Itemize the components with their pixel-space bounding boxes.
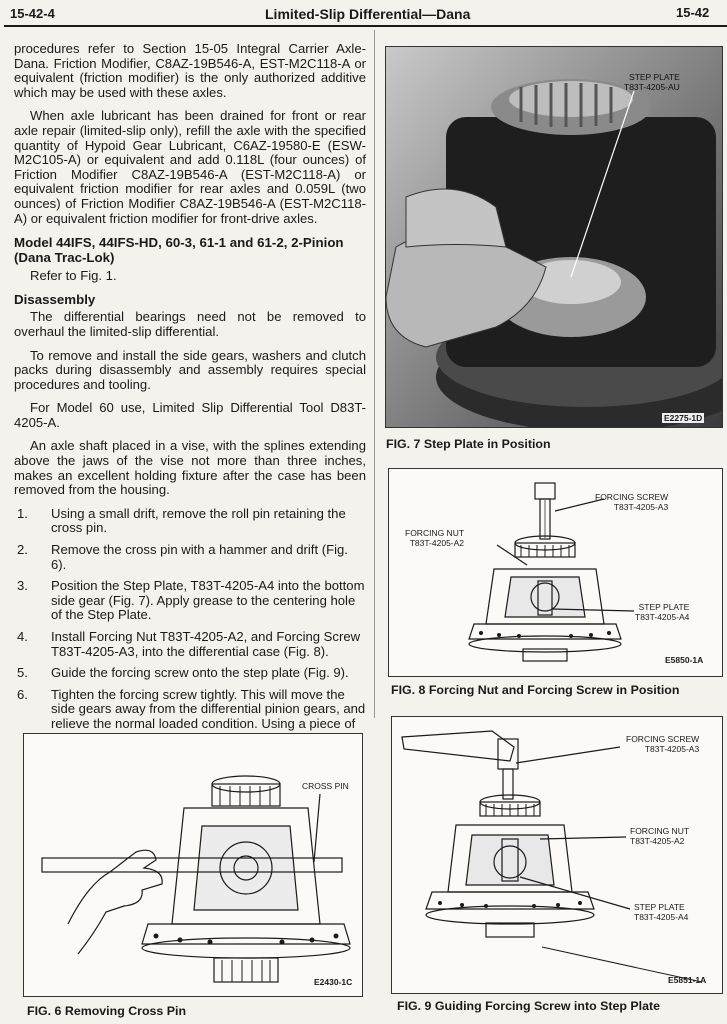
step-number: 2.	[17, 542, 28, 558]
step-item	[14, 543, 366, 572]
step-number: 4.	[17, 629, 28, 644]
column-divider	[374, 30, 375, 718]
step-text: Install Forcing Nut T83T-4205-A2, and Forcing Screw T83T-4205-A3, into the differential case (Fig. 8).	[51, 629, 361, 659]
fig9-label-step-plate	[634, 903, 688, 922]
fig8-label-forcing-nut	[405, 529, 464, 548]
fig9-forcing-nut-text: FORCING NUT	[630, 826, 690, 836]
paragraph-friction-modifier: procedures refer to Section 15-05 Integral Carrier Axle-Dana. Friction Modifier, C8AZ-19B546-A, EST-M2C118-A or equivalent (friction modifier) is the only authorized additive which may be used with these axles.	[14, 41, 366, 100]
fig8-forcing-nut-part-number: T83T-4205-A2	[409, 537, 465, 548]
step-item	[14, 630, 366, 659]
fig8-caption: FIG. 8 Forcing Nut and Forcing Screw in Position	[391, 683, 680, 697]
fig8-forcing-nut-text: FORCING NUT	[405, 528, 465, 538]
step-text: Remove the cross pin with a hammer and drift (Fig. 6).	[51, 542, 348, 572]
step-item	[14, 666, 366, 681]
fig9-illustration	[392, 717, 722, 993]
step-list	[14, 507, 366, 746]
text-column	[14, 42, 366, 753]
step-item	[14, 579, 366, 623]
fig7-label-step-plate	[624, 73, 680, 92]
fig9-label-forcing-screw	[626, 735, 699, 754]
page-title: Limited-Slip Differential—Dana	[265, 6, 471, 22]
fig8-forcing-screw-part-number: T83T-4205-A3	[613, 501, 669, 512]
step-text: Tighten the forcing screw tightly. This will move the side gears away from the differential pinion gears, and relieve the normal loaded condition. Using a piece of	[51, 686, 366, 731]
fig7-caption: FIG. 7 Step Plate in Position	[386, 437, 551, 451]
fig9-forcing-nut-part-number: T83T-4205-A2	[630, 835, 685, 846]
fig8-forcing-screw-text: FORCING SCREW	[595, 492, 669, 502]
fig6-caption: FIG. 6 Removing Cross Pin	[27, 1004, 187, 1018]
step-text: Using a small drift, remove the roll pin retaining the cross pin.	[51, 505, 346, 536]
page-header	[0, 0, 727, 28]
step-number: 6.	[17, 686, 28, 702]
fig7-photo	[385, 46, 723, 428]
fig8-illustration	[389, 469, 722, 676]
step-number: 1.	[17, 505, 28, 521]
fig8-code: E5850-1A	[665, 655, 704, 665]
fig7-label-text: STEP PLATE	[629, 72, 680, 82]
fig8-step-plate-text: STEP PLATE	[638, 602, 690, 612]
model-heading: Model 44IFS, 44IFS-HD, 60-3, 61-1 and 61-2, 2-Pinion (Dana Trac-Lok)	[14, 235, 344, 266]
paragraph-refill: When axle lubricant has been drained for front or rear axle repair (limited-slip only), refill the axle with the specified quantity of Hypoid Gear Lubricant, C6AZ-19580-E (ESW-M2C105-A) or equivalent and add 0.118L (four ounces) of Friction Modifier C8AZ-19B546-A (EST-M2C118-A) or equivalent friction modifier for rear axles and 0.059L (two ounces) of Friction Modifier C8AZ-19B546-A (EST-M2C118-A) or equivalent friction modifier for front-drive axles.	[14, 108, 366, 226]
refer-text: Refer to Fig. 1.	[30, 268, 117, 284]
fig9-forcing-screw-text: FORCING SCREW	[626, 734, 700, 744]
fig6-label-cross-pin: CROSS PIN	[302, 781, 349, 791]
paragraph-model-60-tool: For Model 60 use, Limited Slip Differential Tool D83T-4205-A.	[14, 400, 366, 430]
fig7-label-part-number: T83T-4205-AU	[624, 81, 680, 92]
step-text: Position the Step Plate, T83T-4205-A4 into the bottom side gear (Fig. 7). Apply grease to the centering hole of the Step Plate.	[51, 578, 365, 623]
step-item	[14, 507, 366, 536]
step-number: 3.	[17, 578, 28, 594]
fig9-step-plate-text: STEP PLATE	[634, 902, 685, 912]
disassembly-heading: Disassembly	[14, 291, 96, 307]
fig9-step-plate-part-number: T83T-4205-A4	[634, 911, 689, 922]
fig8-label-step-plate	[635, 603, 689, 622]
fig9-label-forcing-nut	[630, 827, 689, 846]
fig9-caption: FIG. 9 Guiding Forcing Screw into Step Plate	[397, 999, 660, 1013]
paragraph-bearings: The differential bearings need not be removed to overhaul the limited-slip differential.	[14, 309, 366, 339]
fig9-forcing-screw-part-number: T83T-4205-A3	[644, 743, 700, 754]
paragraph-holding-fixture: An axle shaft placed in a vise, with the splines extending above the jaws of the vise not more than three inches, makes an excellent holding fixture after the case has been removed from the housing.	[14, 438, 366, 498]
header-rule	[4, 25, 727, 27]
fig9-code: E5851-1A	[668, 975, 707, 985]
fig7-illustration	[386, 47, 722, 427]
fig6-code: E2430-1C	[314, 977, 353, 987]
page-number-right: 15-42	[676, 5, 710, 20]
fig7-code: E2275-1D	[664, 413, 703, 423]
fig8-step-plate-part-number: T83T-4205-A4	[635, 611, 690, 622]
step-number: 5.	[17, 665, 28, 681]
fig8-label-forcing-screw	[595, 493, 668, 512]
fig9-diagram	[391, 716, 723, 994]
step-text: Guide the forcing screw onto the step plate (Fig. 9).	[51, 665, 349, 681]
fig6-diagram	[23, 733, 363, 997]
paragraph-side-gears: To remove and install the side gears, washers and clutch packs during disassembly and assembly requires special procedures and tooling.	[14, 347, 366, 392]
page-number-left: 15-42-4	[10, 6, 55, 21]
fig8-diagram	[388, 468, 723, 677]
fig6-illustration	[24, 734, 362, 996]
